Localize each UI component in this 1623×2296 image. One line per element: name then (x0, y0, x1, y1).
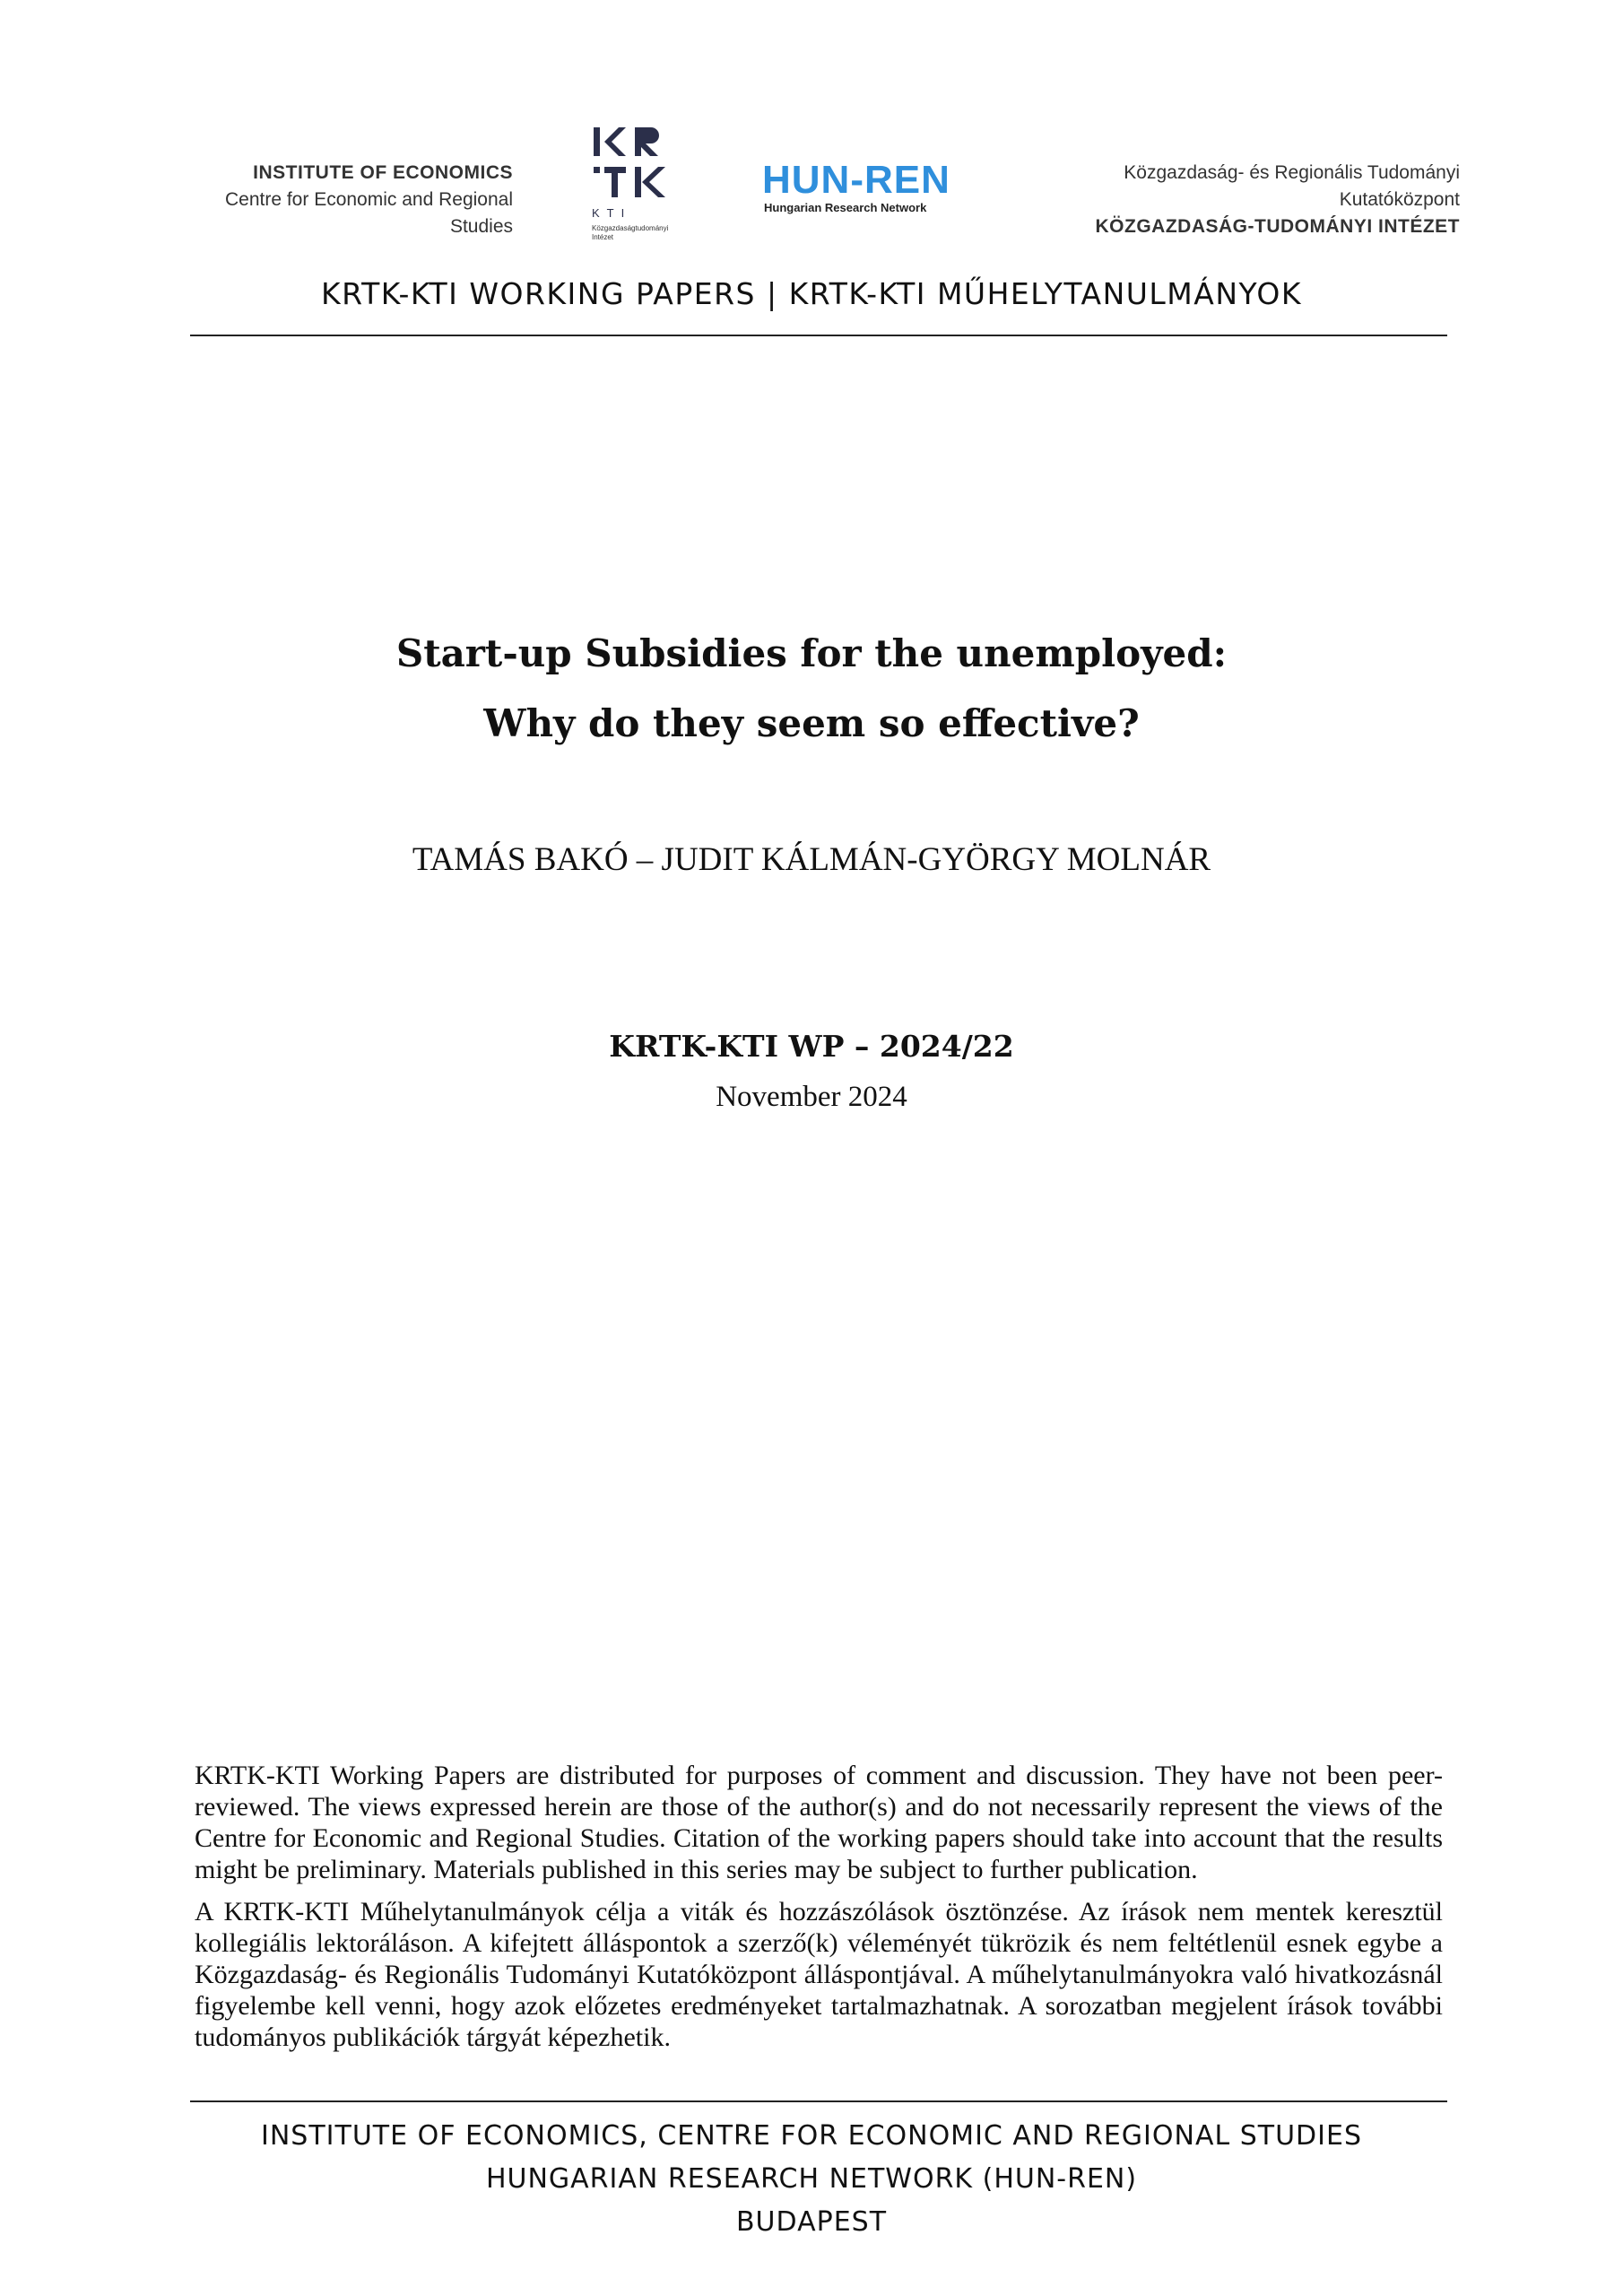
header-divider (190, 335, 1447, 336)
kti-logo-line2: KÖZGAZDASÁG-TUDOMÁNYI INTÉZET (1095, 216, 1460, 237)
institute-logo-line1: INSTITUTE OF ECONOMICS (253, 162, 513, 183)
footer-line1: INSTITUTE OF ECONOMICS, CENTRE FOR ECONOMIC AND REGIONAL STUDIES (260, 2120, 1362, 2152)
footer-line3: BUDAPEST (735, 2206, 888, 2238)
disclaimer-hungarian: A KRTK-KTI Műhelytanulmányok célja a viták és hozzászólások ösztönzése. Az írások nem mentek keresztül kollegiális lektoráláson. A kifejtett álláspontok a szerző(k) véleményét tükrözik és nem feltétlenül esnek egybe a Közgazdaság- és Regionális Tudományi Kutatóközpont álláspontjával. A műhelytanulmányokra való hivatkozásnál figyelembe kell venni, hogy azok előzetes eredményeket tartalmazhatnak. A sorozatban megjelent írások további tudományos publikációk tárgyát képezhetik. (195, 1897, 1443, 2052)
hun-ren-logo (762, 160, 950, 215)
krtk-monogram-icon (592, 126, 681, 203)
paper-title (0, 619, 1623, 759)
publication-date: November 2024 (716, 1081, 907, 1113)
krtk-logo (585, 126, 692, 251)
disclaimer-english: KRTK-KTI Working Papers are distributed for purposes of comment and discussion. They have not been peer-reviewed. The views expressed herein are those of the author(s) and do not necessarily represent the views of the Centre for Economic and Regional Studies. Citation of the working papers should take into account that the results might be preliminary. Materials published in this series may be subject to further publication. (195, 1761, 1443, 1884)
hun-ren-logo-tagline: Hungarian Research Network (764, 201, 927, 214)
series-header: KRTK-KTI WORKING PAPERS | KRTK-KTI MŰHELYTANULMÁNYOK (320, 276, 1303, 311)
authors: TAMÁS BAKÓ – JUDIT KÁLMÁN-GYÖRGY MOLNÁR (412, 841, 1211, 878)
krtk-logo-kti: KTI (592, 206, 632, 220)
footer-divider (190, 2100, 1447, 2102)
institute-logo-line2: Centre for Economic and Regional Studies (224, 189, 513, 237)
paper-title-line2: Why do they seem so effective? (483, 701, 1140, 745)
paper-title-line1: Start-up Subsidies for the unemployed: (395, 631, 1228, 675)
footer (0, 2115, 1623, 2244)
disclaimer (195, 1760, 1443, 2064)
logo-row (0, 0, 1623, 269)
kti-logo-line1: Közgazdaság- és Regionális Tudományi Kutatóközpont (1124, 162, 1460, 210)
krtk-logo-tagline: Közgazdaságtudományi Intézet (592, 224, 669, 241)
kti-institute-logo (1011, 160, 1460, 240)
footer-line2: HUNGARIAN RESEARCH NETWORK (HUN-REN) (485, 2163, 1138, 2195)
hun-ren-logo-name: HUN-REN (762, 158, 950, 202)
paper-number: KRTK-KTI WP – 2024/22 (609, 1029, 1014, 1064)
institute-of-economics-logo (179, 160, 513, 240)
